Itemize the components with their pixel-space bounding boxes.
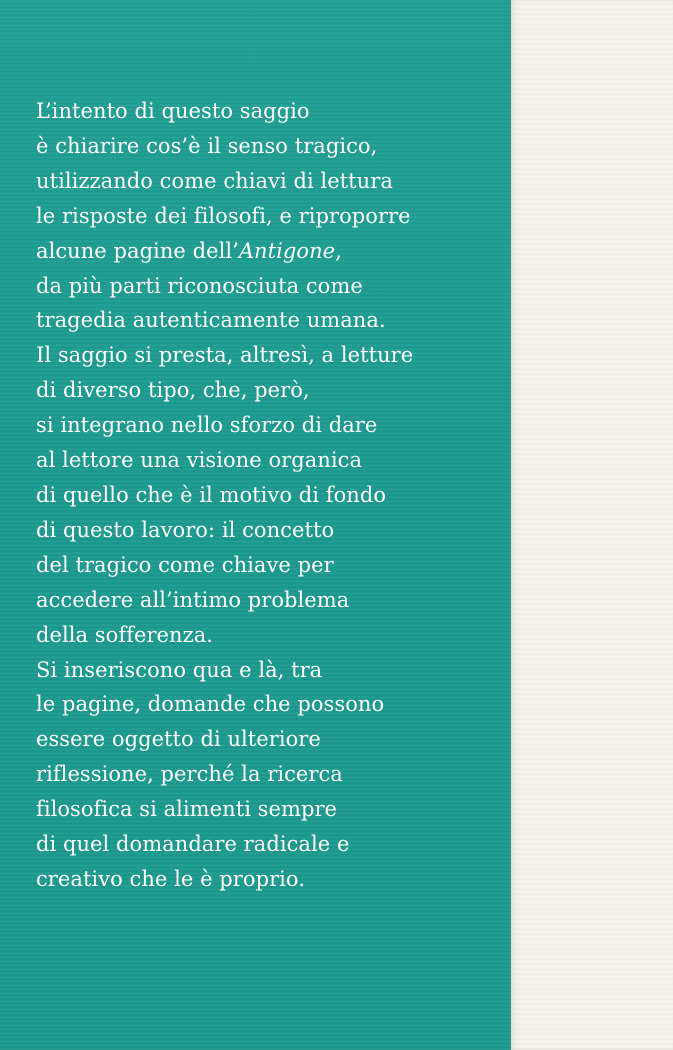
blurb-line: di quello che è il motivo di fondo [36, 482, 387, 507]
blurb-line: Si inseriscono qua e là, tra [36, 657, 323, 682]
blurb-line: creativo che le è proprio. [36, 866, 305, 891]
blurb-line: da più parti riconosciuta come [36, 273, 363, 298]
blurb-line: è chiarire cos’è il senso tragico, [36, 133, 378, 158]
blurb-line: di quel domandare radicale e [36, 832, 350, 857]
blurb-line: si integrano nello sforzo di dare [36, 413, 378, 438]
blurb-line: Il saggio si presta, altresì, a letture [36, 343, 414, 368]
blurb-line: le risposte dei filosofi, e riproporre [36, 203, 411, 228]
blurb-line: al lettore una visione organica [36, 448, 363, 473]
page-paper-strip [511, 0, 673, 1050]
blurb-line: L’intento di questo saggio [36, 99, 310, 123]
book-title-italic: Antigone [238, 238, 336, 263]
blurb-line: filosofica si alimenti sempre [36, 797, 338, 822]
back-cover-blurb [36, 94, 496, 897]
blurb-line: del tragico come chiave per [36, 552, 334, 577]
blurb-line: della sofferenza. [36, 622, 213, 647]
blurb-line: riflessione, perché la ricerca [36, 762, 343, 787]
blurb-line: tragedia autenticamente umana. [36, 308, 386, 333]
blurb-line-text: alcune pagine dell’ [36, 238, 239, 263]
blurb-line: di diverso tipo, che, però, [36, 378, 310, 403]
blurb-line: le pagine, domande che possono [36, 692, 385, 717]
blurb-line-punctuation: , [335, 238, 342, 263]
blurb-line: essere oggetto di ulteriore [36, 727, 321, 752]
blurb-line [36, 234, 496, 269]
blurb-line: di questo lavoro: il concetto [36, 517, 335, 542]
blurb-line: accedere all’intimo problema [36, 587, 350, 612]
blurb-line: utilizzando come chiavi di lettura [36, 168, 393, 193]
